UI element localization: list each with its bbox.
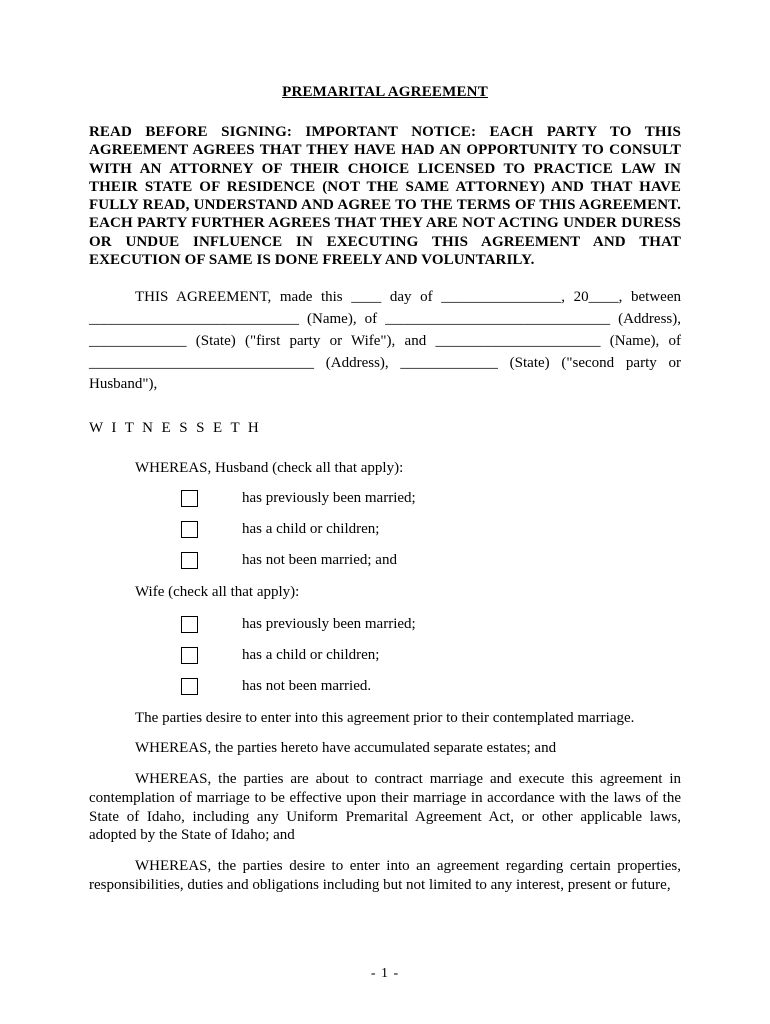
- recital-paragraph-estates: WHEREAS, the parties hereto have accumulated separate estates; and: [135, 740, 557, 757]
- wife-checklist-heading: Wife (check all that apply):: [135, 583, 300, 600]
- checkbox-wife-previously-married[interactable]: [181, 616, 198, 633]
- husband-option-row[interactable]: [181, 521, 681, 538]
- page-number: - 1 -: [370, 966, 400, 981]
- husband-option-label: has a child or children;: [242, 520, 380, 537]
- important-notice-paragraph: READ BEFORE SIGNING: IMPORTANT NOTICE: EACH PARTY TO THIS AGREEMENT AGREES THAT THEY HAVE HAD AN OPPORTUNITY TO CONSULT WITH AN ATTORNEY OF THEIR CHOICE LICENSED TO PRACTICE LAW IN THEIR STATE OF RESIDENCE (NOT THE SAME ATTORNEY) AND THAT HAVE FULLY READ, UNDERSTAND AND AGREE TO THE TERMS OF THIS AGREEMENT. EACH PARTY FURTHER AGREES THAT THEY ARE NOT ACTING UNDER DURESS OR UNDUE INFLUENCE IN EXECUTING THIS AGREEMENT AND THAT EXECUTION OF SAME IS DONE FREELY AND VOLUNTARILY.: [89, 124, 681, 269]
- checkbox-wife-not-married[interactable]: [181, 678, 198, 695]
- wife-option-row[interactable]: [181, 678, 681, 695]
- wife-option-label: has previously been married;: [242, 615, 416, 632]
- husband-option-label: has not been married; and: [242, 551, 397, 568]
- page-title: PREMARITAL AGREEMENT: [282, 84, 488, 100]
- wife-option-row[interactable]: [181, 647, 681, 664]
- witnesseth-heading: W I T N E S S E T H: [89, 420, 262, 437]
- agreement-intro-paragraph: THIS AGREEMENT, made this ____ day of ________________, 20____, between ____________________________ (Name), of ______________________________ (Address), _____________ (State) ("first party or Wife"), and ______________________ (Name), of ______________________________ (Address), _____________ (State) ("second party or Husband"),: [89, 289, 681, 393]
- husband-option-row[interactable]: [181, 552, 681, 569]
- recital-paragraph-contemplation: WHEREAS, the parties are about to contract marriage and execute this agreement in contemplation of marriage to be effective upon their marriage in accordance with the laws of the State of Idaho, including any Uniform Premarital Agreement Act, or other applicable laws, adopted by the State of Idaho; and: [89, 771, 681, 844]
- checkbox-husband-previously-married[interactable]: [181, 490, 198, 507]
- wife-option-label: has a child or children;: [242, 646, 380, 663]
- checkbox-husband-not-married[interactable]: [181, 552, 198, 569]
- husband-checklist-heading: WHEREAS, Husband (check all that apply):: [135, 460, 404, 477]
- wife-option-label: has not been married.: [242, 677, 372, 694]
- wife-option-row[interactable]: [181, 616, 681, 633]
- husband-option-row[interactable]: [181, 490, 681, 507]
- checkbox-wife-has-children[interactable]: [181, 647, 198, 664]
- checkbox-husband-has-children[interactable]: [181, 521, 198, 538]
- recital-paragraph-desire: The parties desire to enter into this agreement prior to their contemplated marriage.: [135, 709, 635, 726]
- recital-paragraph-properties: WHEREAS, the parties desire to enter into an agreement regarding certain properties, responsibilities, duties and obligations including but not limited to any interest, present or future,: [89, 858, 681, 893]
- husband-option-label: has previously been married;: [242, 489, 416, 506]
